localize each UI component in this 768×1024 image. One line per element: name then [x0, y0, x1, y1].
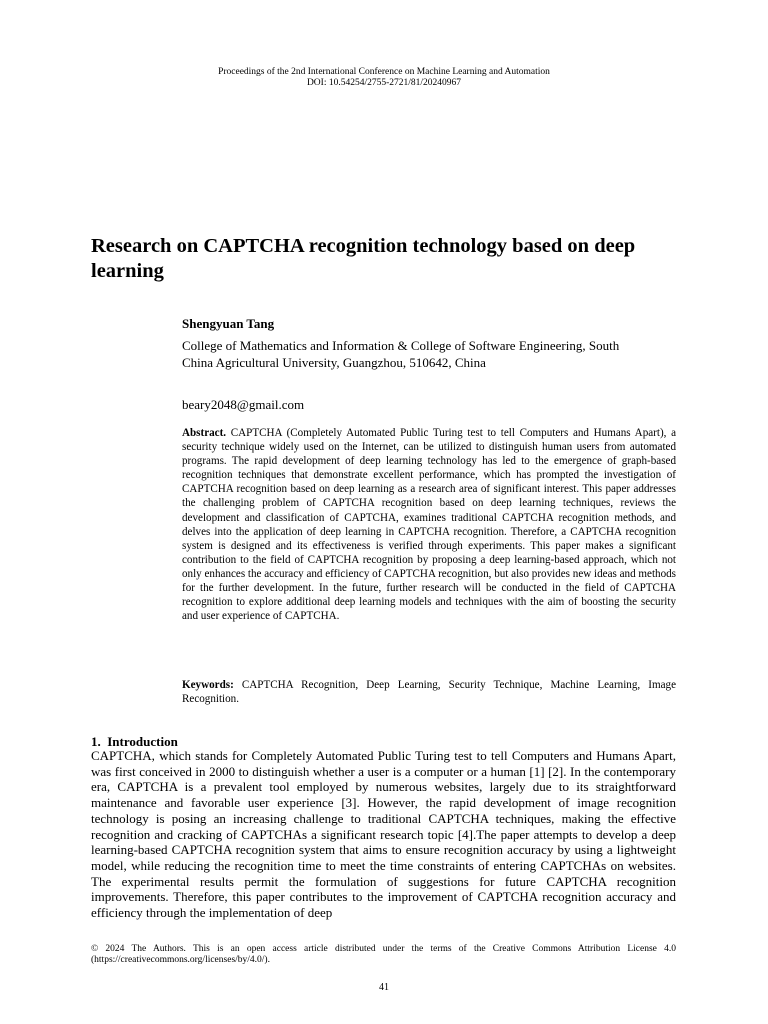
abstract [182, 426, 676, 623]
author-name: Shengyuan Tang [182, 316, 275, 331]
page-number: 41 [379, 982, 389, 993]
author-email[interactable]: beary2048@gmail.com [182, 397, 305, 412]
proceedings-line: Proceedings of the 2nd International Conference on Machine Learning and Automation [218, 67, 550, 77]
keywords-label: Keywords: [182, 679, 234, 691]
affiliation-line: China Agricultural University, Guangzhou, 510642, China [182, 355, 486, 370]
abstract-text: CAPTCHA (Completely Automated Public Turing test to tell Computers and Humans Apart), a security technique widely used on the Internet, can be utilized to distinguish human users from automated programs. The rapid development of deep learning technology has led to the emergence of graph-based recognition techniques that demonstrate excellent performance, which has prompted the investigation of CAPTCHA recognition based on deep learning as a research area of significant interest. This paper addresses the challenging problem of CAPTCHA recognition based on deep learning techniques, reviews the development and classification of CAPTCHA, examines traditional CAPTCHA recognition methods, and delves into the application of deep learning in CAPTCHA recognition. Therefore, a CAPTCHA recognition system is designed and its effectiveness is verified through experiments. This paper makes a significant contribution to the field of CAPTCHA recognition by proposing a deep learning-based approach, which not only enhances the accuracy and efficiency of CAPTCHA recognition, but also provides new ideas and methods for the further development. In the future, further research will be conducted in the field of CAPTCHA recognition to explore additional deep learning models and techniques with the aim of boosting the security and user experience of CAPTCHA. [182, 427, 677, 623]
keywords-text: CAPTCHA Recognition, Deep Learning, Security Technique, Machine Learning, Image Recognition. [182, 679, 676, 706]
affiliation-line: College of Mathematics and Information & College of Software Engineering, South [182, 338, 620, 353]
section-heading-introduction: 1. Introduction [91, 734, 178, 749]
abstract-label: Abstract. [182, 427, 227, 439]
author-affiliation [182, 337, 682, 371]
keywords [182, 678, 676, 706]
license-footnote: © 2024 The Authors. This is an open access article distributed under the terms of the Creative Commons Attribution License 4.0 (https://creativecommons.org/licenses/by/4.0/). [91, 944, 676, 965]
paper-title: Research on CAPTCHA recognition technology based on deep learning [91, 235, 636, 282]
introduction-body: CAPTCHA, which stands for Completely Automated Public Turing test to tell Computers and Humans Apart, was first conceived in 2000 to distinguish whether a user is a computer or a human [1] [2]. In the contemporary era, CAPTCHA is a prevalent tool employed by numerous websites, largely due to its straightforward maintenance and favorable user experience [3]. However, the rapid development of image recognition technology is posing an increasing challenge to traditional CAPTCHA techniques, making the effective recognition and cracking of CAPTCHAs a significant research topic [4].The paper attempts to develop a deep learning-based CAPTCHA recognition system that aims to ensure recognition accuracy by using a lightweight model, while reducing the recognition time to meet the time constraints of entering CAPTCHAs on websites. The experimental results permit the formulation of suggestions for future CAPTCHA recognition improvements. Therefore, this paper contributes to the improvement of CAPTCHA recognition accuracy and efficiency through the implementation of deep [91, 748, 676, 921]
doi-line: DOI: 10.54254/2755-2721/81/20240967 [306, 78, 462, 88]
running-header [0, 67, 768, 89]
